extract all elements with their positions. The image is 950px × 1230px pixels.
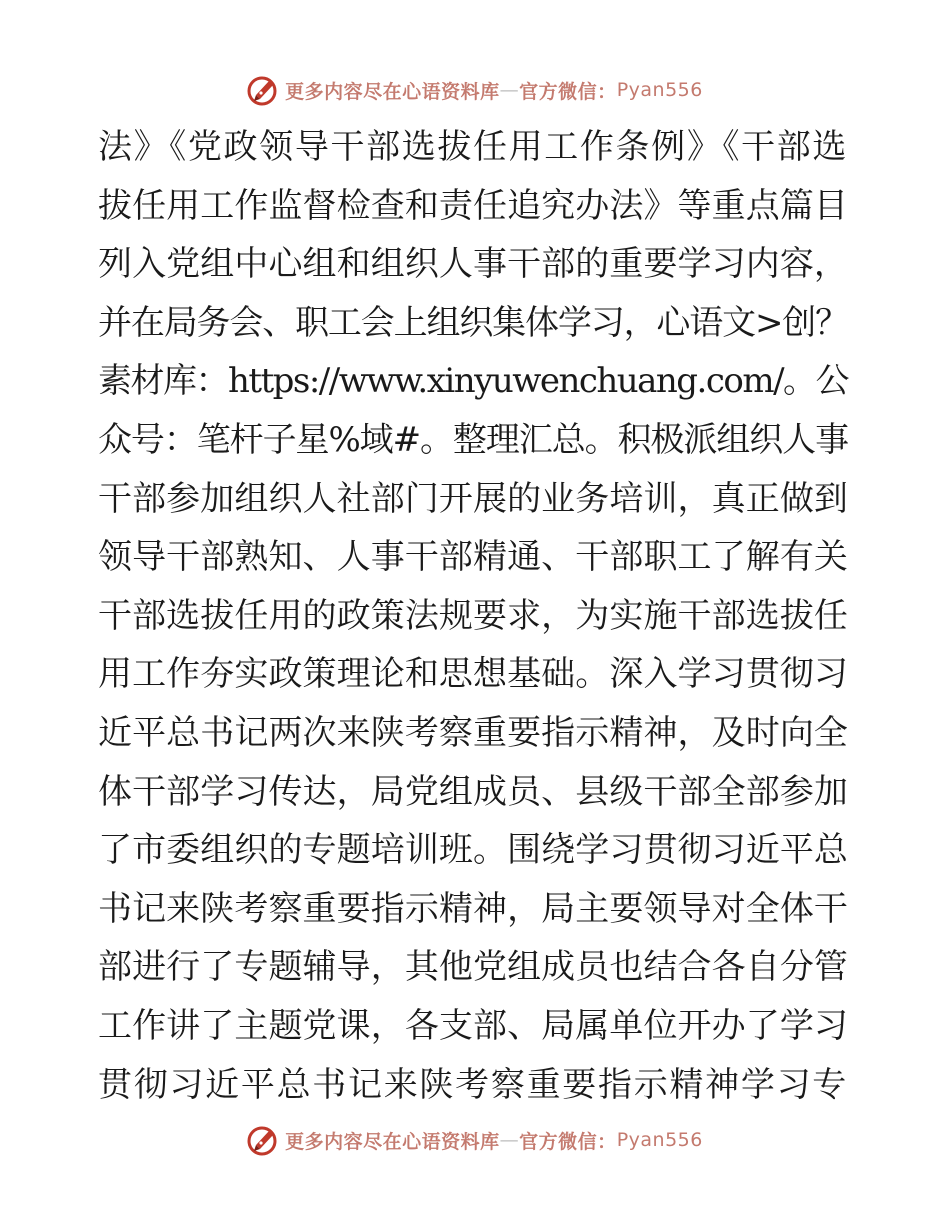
header-banner (0, 70, 950, 110)
text-line: 书记来陕考察重要指示精神，局主要领导对全体干 (98, 888, 848, 929)
text-line: 贯彻习近平总书记来陕考察重要指示精神学习专 (98, 1064, 848, 1105)
pen-nib-circle-icon (247, 1123, 281, 1157)
banner-separator: — (499, 1129, 520, 1151)
text-line: 部进行了专题辅导，其他党组成员也结合各自分管 (98, 947, 848, 988)
text-line: 拔任用工作监督检查和责任追究办法》等重点篇目 (98, 185, 848, 226)
text-line: 干部选拔任用的政策法规要求，为实施干部选拔任 (98, 595, 848, 636)
banner-wechat-label: 官方微信： (519, 80, 617, 103)
text-line: 众号：笔杆子星%域#。整理汇总。积极派组织人事 (98, 419, 848, 460)
text-line: 了市委组织的专题培训班。围绕学习贯彻习近平总 (98, 830, 848, 871)
text-line: 列入党组中心组和组织人事干部的重要学习内容， (98, 244, 848, 285)
banner-separator: — (499, 79, 520, 101)
banner-title: 更多内容尽在心语资料库 (285, 80, 500, 103)
text-line: 法》《党政领导干部选拔任用工作条例》《干部选 (98, 127, 848, 167)
footer-banner (0, 1120, 950, 1160)
pen-nib-circle-icon (247, 73, 281, 107)
document-body (98, 118, 858, 1114)
text-line: 工作讲了主题党课，各支部、局属单位开办了学习 (98, 1005, 848, 1046)
text-line: 素材库：https://www.xinyuwenchuang.com/。公 (98, 361, 848, 402)
text-line: 体干部学习传达，局党组成员、县级干部全部参加 (98, 771, 848, 812)
text-line: 并在局务会、职工会上组织集体学习，心语文>创？ (98, 302, 848, 343)
text-line: 近平总书记两次来陕考察重要指示精神，及时向全 (98, 712, 848, 753)
banner-wechat-label: 官方微信： (519, 1130, 617, 1153)
banner-title: 更多内容尽在心语资料库 (285, 1130, 500, 1153)
text-line: 用工作夯实政策理论和思想基础。深入学习贯彻习 (98, 654, 848, 695)
text-line: 干部参加组织人社部门开展的业务培训，真正做到 (98, 478, 848, 519)
text-line: 领导干部熟知、人事干部精通、干部职工了解有关 (98, 537, 848, 578)
banner-wechat-id: Pyan556 (616, 79, 703, 101)
banner-wechat-id: Pyan556 (616, 1129, 703, 1151)
